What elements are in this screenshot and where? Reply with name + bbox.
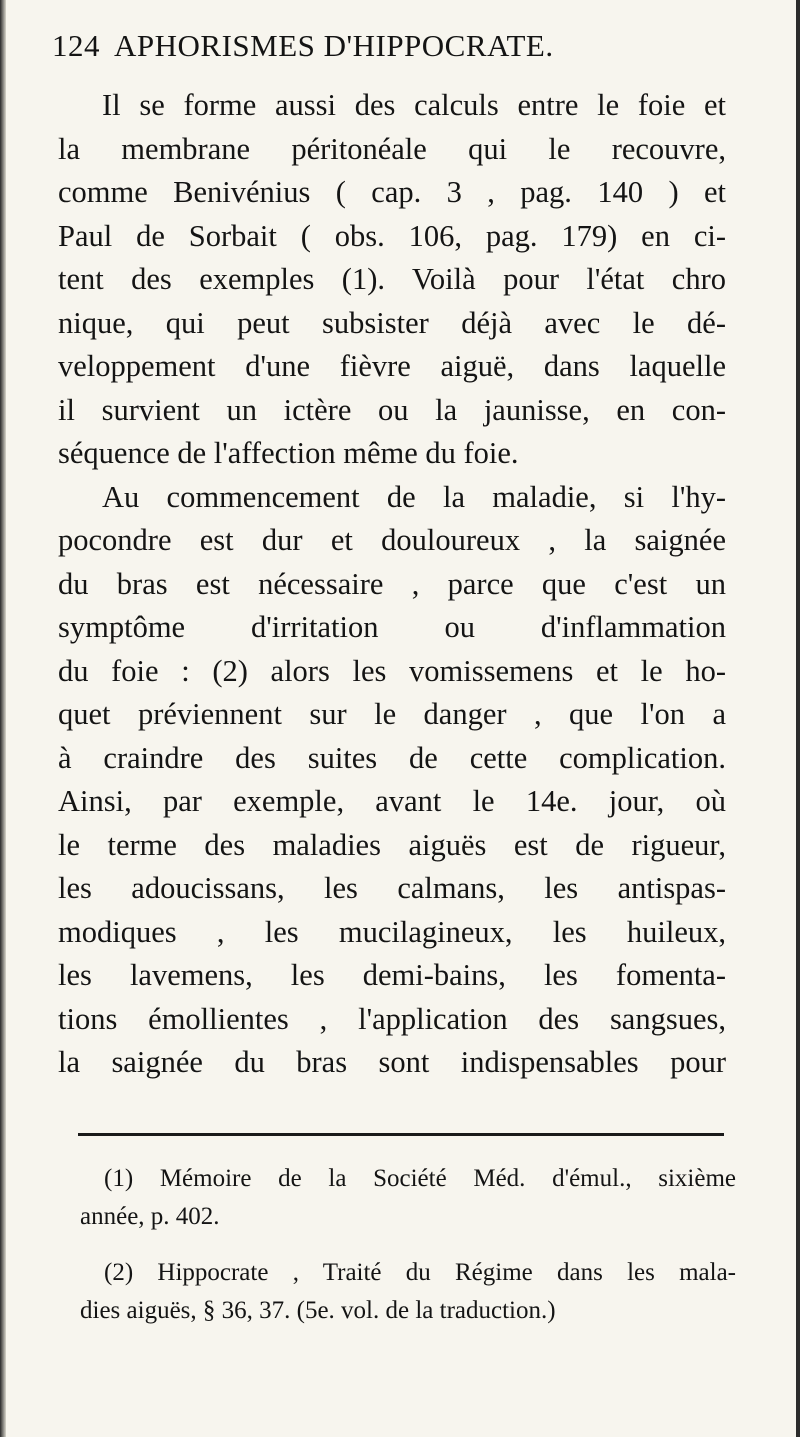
running-title: APHORISMES D'HIPPOCRATE. [114,28,554,63]
text-line: Il se forme aussi des calculs entre le foie et [102,88,726,122]
text-line: tent des exemples (1). Voilà pour l'état chro [58,262,726,296]
text-line: symptôme d'irritation ou d'inflammation [58,610,726,644]
text-line: du bras est nécessaire , parce que c'est un [58,566,726,601]
text-line: le terme des maladies aiguës est de rigueur, [58,827,726,862]
text-line: les lavemens, les demi-bains, les fomenta- [58,958,726,992]
body-text [58,84,726,1085]
text-line: Ainsi, par exemple, avant le 14e. jour, où [58,784,726,818]
text-line: modiques , les mucilagineux, les huileux, [58,914,726,949]
footnote-separator [78,1133,724,1136]
text-line: séquence de l'affection même du foie. [58,436,519,470]
footnote-line: année, p. 402. [80,1203,220,1230]
text-line: à craindre des suites de cette complication. [58,740,726,775]
text-line: tions émollientes , l'application des sangsues, [58,1001,726,1036]
text-line: la membrane péritonéale qui le recouvre, [58,131,726,166]
text-line: Au commencement de la maladie, si l'hy- [102,479,726,514]
text-line: Paul de Sorbait ( obs. 106, pag. 179) en ci- [58,218,726,253]
page-number: 124 [52,28,100,63]
page-gutter-shadow [0,0,6,1437]
footnote-line: (2) Hippocrate , Traité du Régime dans les mala- [104,1259,736,1286]
footnotes [80,1160,736,1330]
running-header [52,28,742,64]
text-line: comme Benivénius ( cap. 3 , pag. 140 ) et [58,175,726,209]
text-line: il survient un ictère ou la jaunisse, en con- [58,392,726,427]
text-line: nique, qui peut subsister déjà avec le dé- [58,305,726,340]
text-line: les adoucissans, les calmans, les antispas- [58,871,726,905]
footnote-line: dies aiguës, § 36, 37. (5e. vol. de la traduction.) [80,1297,556,1324]
footnote-line: (1) Mémoire de la Société Méd. d'émul., sixième [104,1165,736,1192]
text-line: pocondre est dur et douloureux , la saignée [58,523,726,557]
page-edge [796,0,800,1437]
text-line: veloppement d'une fièvre aiguë, dans laquelle [58,349,726,383]
text-line: du foie : (2) alors les vomissemens et le ho- [58,653,726,688]
text-line: la saignée du bras sont indispensables pour [58,1045,726,1079]
text-line: quet préviennent sur le danger , que l'on a [58,697,726,731]
